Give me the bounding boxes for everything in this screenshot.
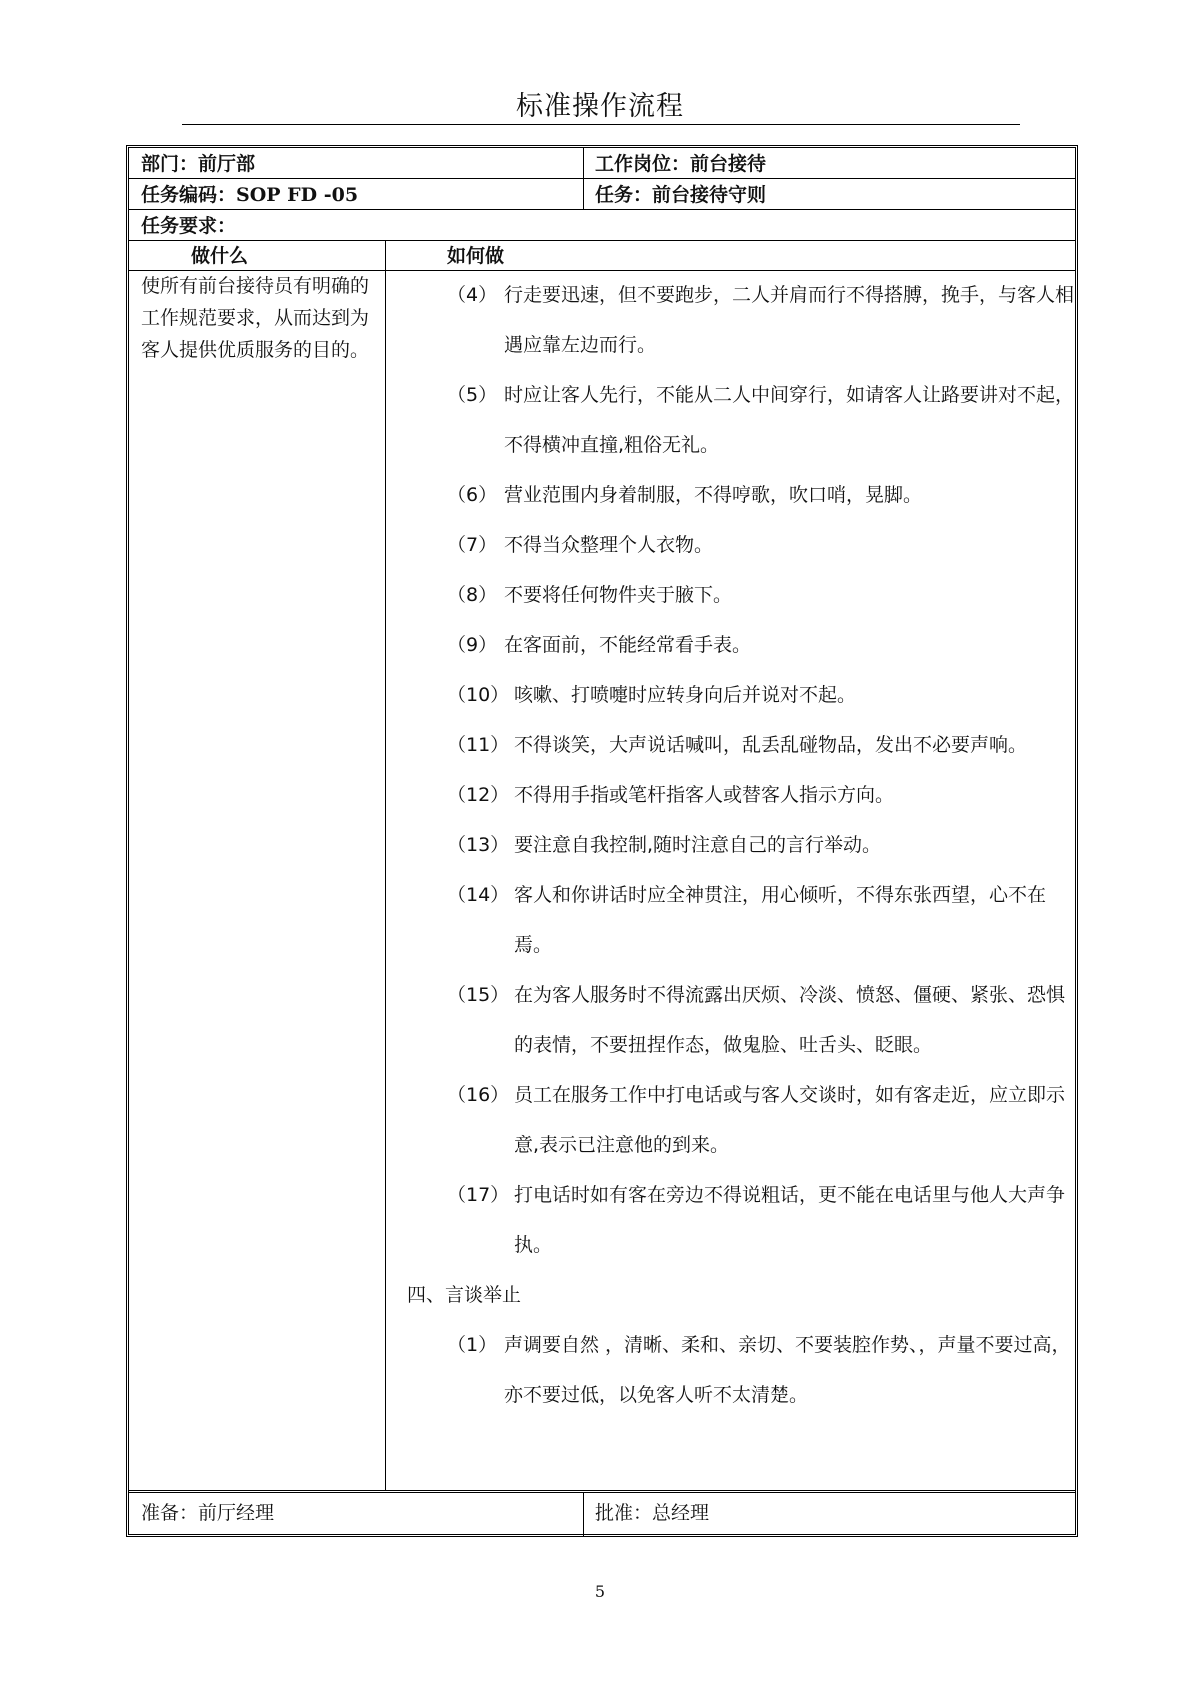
list-item — [407, 770, 1077, 820]
item-text: 不得谈笑，大声说话喊叫，乱丢乱碰物品，发出不必要声响。 — [514, 734, 1028, 756]
item-text: 营业范围内身着制服，不得哼歌，吹口哨，晃脚。 — [504, 484, 923, 506]
item-number: （4） — [447, 284, 498, 306]
row-divider — [129, 178, 1075, 179]
column-divider — [583, 148, 584, 209]
list-item — [407, 270, 1077, 370]
column-divider — [583, 1492, 584, 1536]
row-divider — [129, 240, 1075, 241]
item-number: （17） — [447, 1184, 510, 1206]
list-item — [407, 370, 1077, 470]
approved-by-cell: 批准：总经理 — [595, 1502, 710, 1524]
item-text: 客人和你讲话时应全神贯注，用心倾听，不得东张西望，心不在焉。 — [514, 884, 1047, 956]
item-number: （14） — [447, 884, 510, 906]
list-item — [407, 620, 1077, 670]
item-number: （13） — [447, 834, 510, 856]
page-number: 5 — [594, 1582, 606, 1601]
column-divider — [385, 240, 386, 1491]
list-item — [407, 470, 1077, 520]
task-cell: 任务：前台接待守则 — [595, 184, 767, 206]
item-number: （12） — [447, 784, 510, 806]
prepared-by-cell: 准备：前厅经理 — [141, 1502, 275, 1524]
sop-table — [126, 145, 1078, 1537]
item-text: 行走要迅速，但不要跑步，二人并肩而行不得搭膊，挽手，与客人相遇应靠左边而行。 — [504, 284, 1075, 356]
list-item — [407, 520, 1077, 570]
position-cell: 工作岗位：前台接待 — [595, 153, 767, 175]
item-number: （9） — [447, 634, 498, 656]
item-number: （6） — [447, 484, 498, 506]
item-text: 咳嗽、打喷嚏时应转身向后并说对不起。 — [514, 684, 857, 706]
list-item — [407, 670, 1077, 720]
what-description: 使所有前台接待员有明确的工作规范要求，从而达到为客人提供优质服务的目的。 — [141, 275, 370, 361]
item-number: （16） — [447, 1084, 510, 1106]
item-text: 在客面前，不能经常看手表。 — [504, 634, 752, 656]
list-item — [407, 1170, 1077, 1270]
what-column-header: 做什么 — [191, 245, 249, 267]
list-item — [407, 570, 1077, 620]
document-title: 标准操作流程 — [516, 91, 684, 122]
item-number: （1） — [447, 1334, 498, 1356]
list-item — [407, 1320, 1077, 1420]
item-number: （8） — [447, 584, 498, 606]
list-item — [407, 870, 1077, 970]
item-text: 要注意自我控制,随时注意自己的言行举动。 — [514, 834, 882, 856]
list-item — [407, 1070, 1077, 1170]
item-text: 声调要自然 ，清晰、柔和、亲切、不要装腔作势、，声量不要过高，亦不要过低，以免客人听不太清楚。 — [504, 1334, 1071, 1406]
section-heading: 四、言谈举止 — [407, 1284, 522, 1306]
item-text: 时应让客人先行，不能从二人中间穿行，如请客人让路要讲对不起，不得横冲直撞,粗俗无礼。 — [504, 384, 1075, 456]
item-number: （5） — [447, 384, 498, 406]
item-number: （7） — [447, 534, 498, 556]
item-text: 打电话时如有客在旁边不得说粗话，更不能在电话里与他人大声争执。 — [514, 1184, 1066, 1256]
item-text: 不得用手指或笔杆指客人或替客人指示方向。 — [514, 784, 895, 806]
department-cell: 部门：前厅部 — [141, 153, 256, 175]
list-item — [407, 720, 1077, 770]
item-number: （11） — [447, 734, 510, 756]
row-divider — [129, 209, 1075, 210]
how-content — [407, 270, 1077, 1420]
item-text: 不得当众整理个人衣物。 — [504, 534, 714, 556]
footer-divider — [129, 1490, 1075, 1493]
title-underline — [182, 124, 1020, 125]
how-column-header: 如何做 — [447, 245, 505, 267]
list-item — [407, 820, 1077, 870]
item-text: 在为客人服务时不得流露出厌烦、冷淡、愤怒、僵硬、紧张、恐惧的表情，不要扭捏作态，做鬼脸、吐舌头、眨眼。 — [514, 984, 1066, 1056]
list-item — [407, 970, 1077, 1070]
item-number: （15） — [447, 984, 510, 1006]
requirements-cell: 任务要求： — [141, 215, 237, 237]
item-text: 不要将任何物件夹于腋下。 — [504, 584, 733, 606]
task-code-cell: 任务编码：SOP FD -05 — [141, 184, 359, 206]
item-number: （10） — [447, 684, 510, 706]
item-text: 员工在服务工作中打电话或与客人交谈时，如有客走近，应立即示意,表示已注意他的到来。 — [514, 1084, 1066, 1156]
